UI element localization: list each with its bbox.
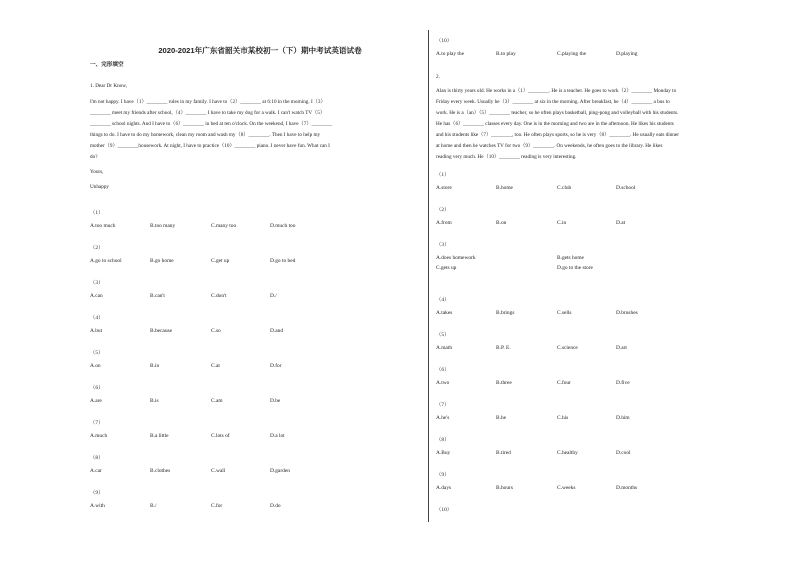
option-c[interactable]: C.in [557,220,567,226]
option-a[interactable]: A.Buy [436,450,451,456]
option-d[interactable]: D.five [616,380,630,386]
passage-1 [90,81,420,193]
passage-2 [436,72,766,163]
question-number: （5） [436,332,450,338]
option-a[interactable]: A.on [90,363,101,369]
question-number: （5） [90,350,104,356]
option-a[interactable]: A.can [90,293,103,299]
option-d[interactable]: D.go to the store [557,265,593,271]
question-list-right [436,172,766,522]
passage-1-line: mother（9）________housework. At night, I have to practice（10）________ piano. I never have fun. What can I [90,143,330,149]
option-b[interactable]: B.go home [150,258,174,264]
question-number: （8） [436,437,450,443]
option-d[interactable]: D.go to bed [270,258,296,264]
option-a[interactable]: A.are [90,398,102,404]
option-d[interactable]: D.playing [616,51,638,57]
option-c[interactable]: C.at [211,363,220,369]
option-a[interactable]: A.from [436,220,452,226]
option-b[interactable]: B.three [496,380,512,386]
passage-2-line: He has（6）________ classes every day. One is in the morning and two are in the afternoon. He likes his students [436,121,674,127]
option-b[interactable]: B.P. E. [496,345,511,351]
option-d[interactable]: D.brushes [616,310,638,316]
question-list-left [90,210,420,520]
option-a[interactable]: A.go to school [90,258,122,264]
option-c[interactable]: C.so [211,328,221,334]
option-d[interactable]: D.months [616,485,638,491]
option-a[interactable]: A.store [436,185,452,191]
passage-2-line: Alan is thirty years old. He works in a（1）________. He is a teacher. He goes to work（2）________ Monday to [436,88,677,94]
option-d[interactable]: D.him [616,415,630,421]
option-a[interactable]: A.with [90,503,105,509]
question-number: （7） [436,402,450,408]
column-divider [428,30,429,522]
passage-1-line: things to do. I have to do my homework, clean my room and wash my（8）________. Then I have to help my [90,132,321,138]
option-c[interactable]: C.get up [211,258,230,264]
option-b[interactable]: B.on [496,220,507,226]
passage-1-line: ________ school nights. And I have to（6）________ in bed at ten o'clock. On the weekend, I have（7）________ [90,121,333,127]
option-b[interactable]: B.too many [150,223,176,229]
passage-1-line: ________ meet my friends after school,（4）________ I have to take my dog for a walk. I can't watch TV（5） [90,110,326,116]
option-d[interactable]: D.much too [270,223,296,229]
option-c[interactable]: C.lots of [211,433,230,439]
option-a[interactable]: A.takes [436,310,453,316]
passage-2-line: Friday every week. Usually he（3）________ at six in the morning. After breakfast, he（4）________ a bus to [436,99,670,105]
option-b[interactable]: B.can't [150,293,165,299]
passage-2-line: work. He is a（an）（5）________ teacher, so he often plays basketball, ping-pong and volleyball with his students. [436,110,679,116]
option-c[interactable]: C.science [557,345,578,351]
option-a[interactable]: A.two [436,380,450,386]
option-d[interactable]: D.a lot [270,433,285,439]
passage-1-line: I'm not happy. I have（1）________ rules in my family. I have to（2）________ at 6:10 in the morning. I（3） [90,99,326,105]
option-d[interactable]: D.at [616,220,626,226]
question-number: （2） [90,245,104,251]
passage-2-label: 2. [436,74,440,80]
section-heading-cloze: 一、完形填空 [90,62,124,68]
option-c[interactable]: C.gets up [436,265,457,271]
option-b[interactable]: B./ [150,503,157,509]
passage-1-signature: Unhappy [90,184,110,190]
question-number: （1） [90,210,104,216]
option-c[interactable]: C.club [557,185,572,191]
option-d[interactable]: D./ [270,293,277,299]
passage-2-line: at home and then he watches TV for two（9）________. On weekends, he often goes to the library. He likes [436,143,663,149]
option-c[interactable]: C.healthy [557,450,578,456]
option-c[interactable]: C.for [211,503,223,509]
option-a[interactable]: A.does homework [436,255,476,261]
option-a[interactable]: A.but [90,328,103,334]
question-number: （3） [436,242,450,248]
question-number: （6） [90,385,104,391]
question-number: （10） [436,507,453,513]
option-c[interactable]: C.sells [557,310,572,316]
option-a[interactable]: A.much [90,433,108,439]
question-number: （1） [436,172,450,178]
passage-2-line: reading very much. He（10）________ reading is very interesting. [436,154,577,160]
option-c[interactable]: C.wall [211,468,226,474]
option-d[interactable]: D.art [616,345,627,351]
question-number: （10） [436,38,453,44]
option-a[interactable]: A.math [436,345,453,351]
option-a[interactable]: A.too much [90,223,116,229]
option-a[interactable]: A.car [90,468,102,474]
option-d[interactable]: D.do [270,503,281,509]
option-b[interactable]: B.he [496,415,507,421]
question-number: （9） [436,472,450,478]
option-b[interactable]: B.gets home [557,255,584,261]
option-d[interactable]: D.garden [270,468,290,474]
option-d[interactable]: D.and [270,328,284,334]
option-b[interactable]: B.because [150,328,173,334]
option-b[interactable]: B.hours [496,485,513,491]
option-c[interactable]: C.many too [211,223,237,229]
question-number: （4） [90,315,104,321]
option-b[interactable]: B.in [150,363,160,369]
option-c[interactable]: C.playing the [557,51,587,57]
option-c[interactable]: C.am [211,398,223,404]
exam-title: 2020-2021年广东省韶关市某校初一（下）期中考试英语试卷 [158,46,362,55]
passage-1-closing: Yours, [90,169,104,175]
option-c[interactable]: C.don't [211,293,227,299]
option-b[interactable]: B.clothes [150,468,171,474]
option-b[interactable]: B.to play [496,51,516,57]
question-number: （4） [436,297,450,303]
question-number: （8） [90,455,104,461]
option-b[interactable]: B.is [150,398,159,404]
passage-1-line: do? [90,154,98,160]
option-c[interactable]: C.his [557,415,569,421]
question-number: （3） [90,280,104,286]
option-d[interactable]: D.school [616,185,636,191]
option-c[interactable]: C.weeks [557,485,576,491]
option-d[interactable]: D.cool [616,450,631,456]
question-number: （7） [90,420,104,426]
question-block [436,38,766,68]
question-number: （2） [436,207,450,213]
option-b[interactable]: B.home [496,185,513,191]
option-b[interactable]: B.tired [496,450,511,456]
passage-1-label: 1. Dear Dr Know, [90,83,127,89]
option-b[interactable]: B.brings [496,310,515,316]
passage-2-line: and his students like（7）________, too. He often plays sports, so he is very（8）________. He usually eats dinner [436,132,679,138]
option-d[interactable]: D.be [270,398,281,404]
option-d[interactable]: D.for [270,363,282,369]
option-a[interactable]: A.days [436,485,452,491]
option-a[interactable]: A.he's [436,415,450,421]
option-c[interactable]: C.four [557,380,571,386]
option-b[interactable]: B.a little [150,433,169,439]
question-number: （6） [436,367,450,373]
option-a[interactable]: A.to play the [436,51,464,57]
question-number: （9） [90,490,104,496]
